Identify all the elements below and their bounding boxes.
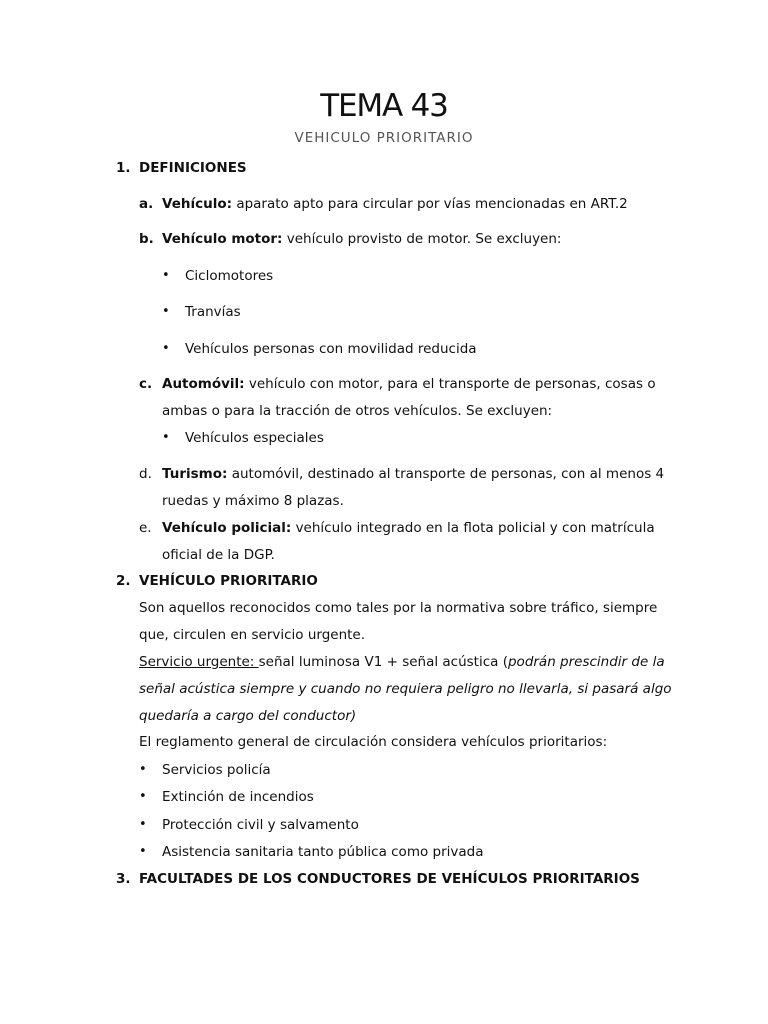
list-item: Extinción de incendios [162, 789, 314, 805]
list-item: Vehículos personas con movilidad reducida [185, 341, 477, 357]
bullet-marker: • [139, 762, 147, 777]
item-e-marker: e. [139, 520, 152, 536]
bullet-marker: • [162, 341, 170, 356]
servicio-urgente-line-3: quedaría a cargo del conductor) [139, 708, 357, 724]
section-1-heading: DEFINICIONES [139, 160, 247, 176]
page-title: TEMA 43 [320, 88, 448, 124]
item-d-line-1 [162, 464, 664, 484]
item-e-line-2: oficial de la DGP. [162, 547, 275, 563]
list-item: Tranvías [185, 304, 241, 320]
list-item: Asistencia sanitaria tanto pública como privada [162, 844, 484, 860]
page-subtitle: VEHICULO PRIORITARIO [294, 130, 474, 146]
section-2-paragraph-1-line-1: Son aquellos reconocidos como tales por la normativa sobre tráfico, siempre [139, 600, 658, 616]
section-3-number: 3. [116, 871, 131, 887]
servicio-urgente-label: Servicio urgente: [139, 654, 259, 670]
item-a-marker: a. [139, 196, 154, 212]
list-item: Vehículos especiales [185, 430, 324, 446]
section-1-number: 1. [116, 160, 131, 176]
list-item: Servicios policía [162, 762, 271, 778]
servicio-urgente-text: señal luminosa V1 + señal acústica ( [258, 654, 508, 670]
item-b-text: vehículo provisto de motor. Se excluyen: [282, 231, 562, 247]
bullet-marker: • [139, 817, 147, 832]
servicio-urgente-line-1 [139, 652, 665, 672]
section-2-paragraph-1-line-2: que, circulen en servicio urgente. [139, 627, 366, 643]
list-item: Protección civil y salvamento [162, 817, 359, 833]
bullet-marker: • [139, 844, 147, 859]
item-a-line [162, 194, 628, 214]
bullet-marker: • [162, 268, 170, 283]
item-c-marker: c. [139, 376, 153, 392]
list-item: Ciclomotores [185, 268, 274, 284]
item-d-marker: d. [139, 466, 152, 482]
item-c-term: Automóvil: [162, 376, 245, 392]
item-a-term: Vehículo: [162, 196, 233, 212]
item-b-term: Vehículo motor: [162, 231, 283, 247]
item-a-text: aparato apto para circular por vías mencionadas en ART.2 [232, 196, 628, 212]
bullet-marker: • [139, 789, 147, 804]
item-e-term: Vehículo policial: [162, 520, 292, 536]
item-d-term: Turismo: [162, 466, 228, 482]
bullet-marker: • [162, 304, 170, 319]
item-d-line-2: ruedas y máximo 8 plazas. [162, 493, 344, 509]
item-c-line-2: ambas o para la tracción de otros vehículos. Se excluyen: [162, 403, 553, 419]
item-e-line-1 [162, 518, 655, 538]
servicio-urgente-note: podrán prescindir de la [507, 654, 665, 670]
section-2-number: 2. [116, 573, 131, 589]
section-2-paragraph-3: El reglamento general de circulación considera vehículos prioritarios: [139, 734, 608, 750]
item-c-text: vehículo con motor, para el transporte de personas, cosas o [244, 376, 656, 392]
section-3-heading: FACULTADES DE LOS CONDUCTORES DE VEHÍCULOS PRIORITARIOS [139, 871, 640, 887]
item-c-line-1 [162, 374, 656, 394]
item-d-text: automóvil, destinado al transporte de personas, con al menos 4 [227, 466, 665, 482]
servicio-urgente-line-2: señal acústica siempre y cuando no requiera peligro no llevarla, si pasará algo [139, 681, 672, 697]
bullet-marker: • [162, 430, 170, 445]
section-2-heading: VEHÍCULO PRIORITARIO [139, 573, 318, 589]
item-b-line [162, 229, 561, 249]
item-e-text: vehículo integrado en la flota policial y con matrícula [291, 520, 655, 536]
item-b-marker: b. [139, 231, 154, 247]
